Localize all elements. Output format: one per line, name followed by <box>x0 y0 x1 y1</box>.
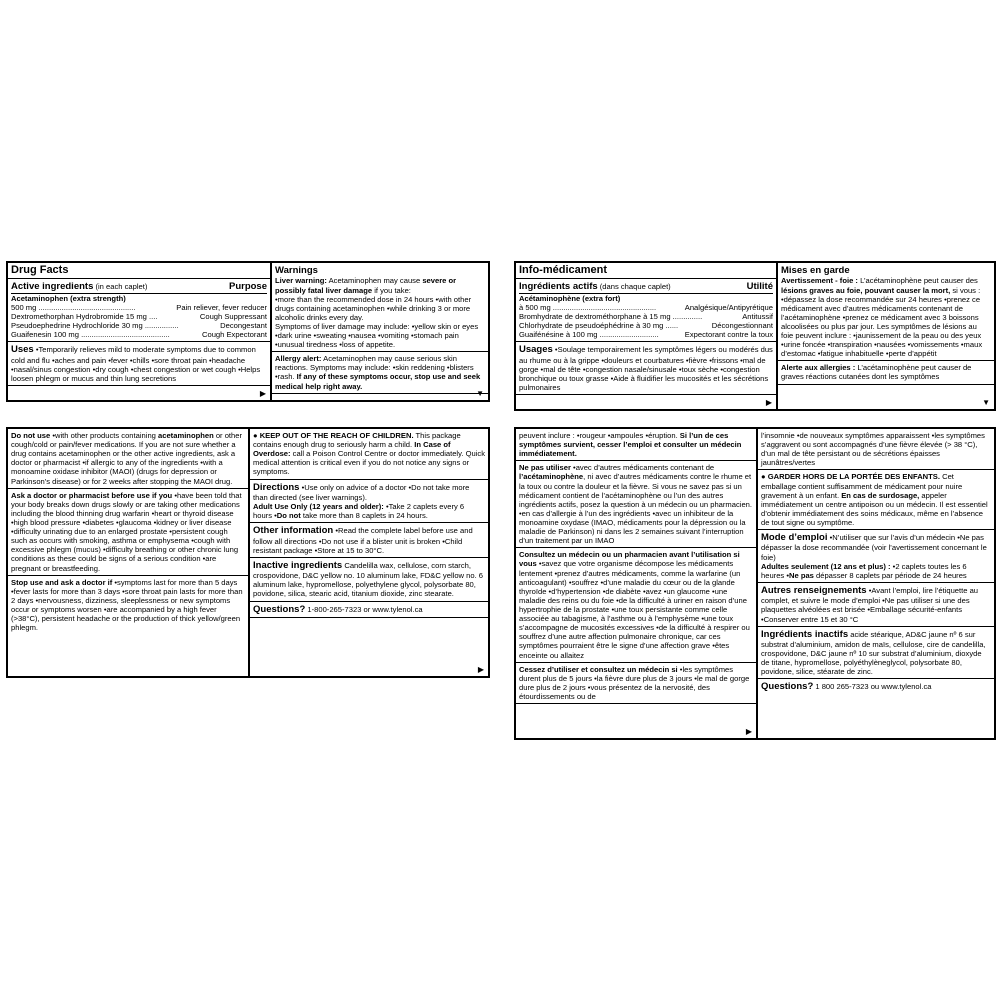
continue-arrow-icon: ▶ <box>259 389 266 398</box>
ingredients-actifs-section <box>516 279 776 342</box>
drug-facts-bottom-right-column <box>250 429 488 676</box>
cessez-text <box>519 665 753 701</box>
uses-heading: Uses <box>11 344 34 356</box>
questions-fr-text <box>761 681 991 692</box>
questions-text <box>253 604 485 615</box>
surdosage-body: appeler immédiatement un centre antipoison ou un médecin. Il est essentiel d’obtenir immédiatement des soins médicaux, même en l’absence de tout signe ou symptôme. <box>761 490 988 527</box>
directions-text <box>253 482 485 503</box>
allergy-alert-section <box>272 352 488 393</box>
uses-body: •Temporarily relieves mild to moderate symptoms due to common cold and flu •aches and pain •fever •chills •sore throat pain •headache •nasal/sinus congestion •dry cough •chest congestion or wet cough •Helps loosen phlegm or mucus and thin lung secretions <box>11 345 261 383</box>
continue-down-arrow-icon: ▼ <box>476 389 484 398</box>
ingredient-row <box>519 303 773 312</box>
inactive-ingredients-heading: Inactive ingredients <box>253 559 343 571</box>
drug-facts-title-section <box>8 263 270 279</box>
ingredient-name: Bromhydrate de dextrométhorphane à 15 mg .............. <box>519 311 703 321</box>
continue-arrow-icon: ▶ <box>745 727 752 736</box>
info-medicament-title-section <box>516 263 776 279</box>
do-not-use-body-2: or other cough/cold or pain/fever medications. If you are not sure whether a drug contains acetaminophen or the other active ingredients, ask a doctor or pharmacist •if allergic to any of the ingredients •with a monoamine oxidase inhibitor (MAOI) (drugs for depression or Parkinson's disease) or for 2 weeks after stopping the MAOI drug. <box>11 431 242 486</box>
info-medicament-top-panel-fr <box>514 261 996 411</box>
info-medicament-bottom-right-column <box>758 429 994 738</box>
avertissement-foie <box>781 276 991 358</box>
questions-fr-heading: Questions? <box>761 681 814 693</box>
do-not-use-section <box>8 429 248 489</box>
garder-hors-portee-text <box>761 472 991 527</box>
mode-emploi-text <box>761 532 991 562</box>
alerte-allergies-text: L’acétaminophène peut causer de graves réactions cutanées dont les symptômes <box>781 363 972 382</box>
directions-heading: Directions <box>253 481 300 493</box>
ingredient-purpose: Cough Suppressant <box>199 311 267 321</box>
warnings-heading: Warnings <box>275 265 318 276</box>
stop-use-section <box>8 576 248 635</box>
other-information-text <box>253 525 485 555</box>
ingredient-purpose: Analgésique/Antipyrétique <box>684 302 773 312</box>
keep-out-of-reach-body: This package contains enough drug to seriously harm a child. <box>253 431 461 450</box>
questions-contact: 1-800-265-7323 or www.tylenol.ca <box>305 604 423 614</box>
ne-pas-utiliser-body: •avec d’autres médicaments contenant de <box>570 463 715 473</box>
mode-emploi-heading: Mode d’emploi <box>761 532 828 544</box>
garder-hors-portee-heading: ● GARDER HORS DE LA PORTÉE DES ENFANTS. <box>761 472 940 482</box>
other-information-body: •Read the complete label before use and follow all directions •Do not use if a blister unit is broken •Child resistant package •Store at 15 to 30°C. <box>253 526 473 555</box>
ingredients-inactifs-section <box>758 627 994 680</box>
alerte-allergies-section <box>778 361 994 384</box>
active-ingredients-sublabel: (in each caplet) <box>93 282 148 292</box>
ingredient-name: Pseudoephedrine Hydrochloride 30 mg ................ <box>11 320 179 330</box>
ingredient-row <box>11 321 267 330</box>
mode-emploi-section <box>758 530 994 583</box>
drug-facts-left-column <box>8 263 272 400</box>
ne-pas-utiliser-heading: Ne pas utiliser <box>519 463 571 473</box>
allergy-alert-bold: If any of these symptoms occur, stop use and seek medical help right away. <box>275 372 481 391</box>
acetaminophen-heading: Acetaminophen (extra strength) <box>11 293 126 303</box>
avertissement-foie-bold: lésions graves au foie, pouvant causer la mort, <box>781 285 951 295</box>
cessez-heading: Cessez d’utiliser et consultez un médecin si <box>519 664 678 674</box>
info-medicament-right-column <box>778 263 994 409</box>
questions-fr-contact: 1 800 265-7323 ou www.tylenol.ca <box>813 682 932 692</box>
continue-arrow-icon: ▶ <box>765 398 772 407</box>
info-medicament-bottom-left-column <box>516 429 758 738</box>
ingredients-actifs-header-row <box>519 281 773 293</box>
consultez-body: •savez que votre organisme décompose les médicaments lentement •prenez d’autres médicaments, comme la warfarine (un anticoagulant) •souffrez •d’une maladie du cœur ou de la glande thyroïde •d’hypertension •de diabète •avez •un glaucome •une maladie des reins ou du foie •de la difficulté à uriner en raison d’une hypertrophie de la prostate •une toux persistante comme celle associée au tabagisme, à l’asthme ou à l’emphysème •une toux s’accompagne de mucosités excessives •de la difficulté à respirer ou souffrez d’une autre affection pulmonaire chronique, car ces symptômes pourraient être le signe d’une affection grave •êtes enceinte ou allaitez <box>519 559 750 660</box>
keep-out-of-reach-heading: ● KEEP OUT OF THE REACH OF CHILDREN. <box>253 431 414 440</box>
consultez-text <box>519 550 753 659</box>
stop-use-heading: Stop use and ask a doctor if <box>11 577 113 587</box>
ingredient-purpose: Décongestionnant <box>711 320 773 330</box>
drug-facts-bottom-panel-en <box>6 427 490 678</box>
questions-heading: Questions? <box>253 603 306 615</box>
autres-renseignements-heading: Autres renseignements <box>761 584 867 596</box>
active-ingredients-section <box>8 279 270 342</box>
purpose-label: Purpose <box>228 281 267 293</box>
drug-facts-top-panel-en <box>6 261 490 402</box>
questions-fr-section <box>758 679 994 694</box>
stop-use-text <box>11 578 245 633</box>
stop-use-body: •symptoms last for more than 5 days •fever lasts for more than 3 days •sore throat pain lasts for more than 2 days •nervousness, dizziness, sleeplessness or new symptoms occur or symptoms worsen •are accompanied by a high fever (>38°C), persistent headache or the production of thick yellow/green phlegm. <box>11 577 243 633</box>
utilite-label: Utilité <box>746 281 773 293</box>
continue-down-arrow-icon: ▼ <box>982 398 990 407</box>
alerte-allergies <box>781 363 991 381</box>
ingredient-row <box>519 321 773 330</box>
autres-renseignements-text <box>761 585 991 624</box>
drug-facts-title: Drug Facts <box>11 264 69 276</box>
directions-section <box>250 480 488 524</box>
ingredient-purpose: Expectorant contre la toux <box>684 330 773 340</box>
ingredient-name: à 500 mg ................................................. <box>519 302 657 312</box>
ask-doctor-body: •have been told that your body breaks down drugs slowly or are taking other medications including the blood thinning drug warfarin •heart or thyroid disease •high blood pressure •diabetes •glaucoma •kidney or liver disease •difficulty urinating due to an enlarged prostate •persistent cough such as occurs with smoking, asthma or emphysema •cough with excessive phlegm (mucus) •difficulty breathing or other chronic lung conditions as these could be signs of a serious condition •are pregnant or breastfeeding. <box>11 490 242 573</box>
adultes-body: •2 caplets toutes les 6 heures • <box>761 561 967 580</box>
do-not-use-text <box>11 431 245 486</box>
ask-doctor-section <box>8 489 248 576</box>
usages-heading: Usages <box>519 344 553 356</box>
directions-body: •Use only on advice of a doctor •Do not take more than directed (see liver warnings). <box>253 482 470 502</box>
adult-use-body: •Take 2 caplets every 6 hours • <box>253 502 465 521</box>
ingredient-purpose: Cough Expectorant <box>201 330 267 340</box>
ingredient-name: Chlorhydrate de pseudoéphédrine à 30 mg ...... <box>519 320 679 330</box>
ingredients-actifs-label: Ingrédients actifs <box>519 281 598 293</box>
liver-warning-heading: Liver warning: <box>275 276 327 286</box>
surdosage-heading: En cas de surdosage, <box>841 490 920 500</box>
acetaminophene-heading: Acétaminophène (extra fort) <box>519 293 621 303</box>
ingredients-inactifs-body: acide stéarique, AD&C jaune nº 6 sur substrat d’aluminium, amidon de maïs, cellulose, cire de candelilla, crospovidone, D&C jaune nº 10 sur substrat d’aluminium, dioxyde de titane, hypromellose, polyéthylèneglycol, polysorbate 80, povidone, silice, stéarate de zinc. <box>761 629 986 677</box>
adult-use-text <box>253 502 485 520</box>
allergy-continued-section <box>516 429 756 461</box>
alerte-allergies-heading: Alerte aux allergies : <box>781 363 856 373</box>
avertissement-foie-text-2: si vous : •dépassez la dose recommandée sur 24 heures •prenez ce médicament avec d’autres médicaments contenant de l’acétaminophène •prenez ce médicament avec 3 boissons alcoolisées ou plus par jour. Les symptômes de lésions au foie peuvent inclure : •jaunissement de la peau ou des yeux •urine foncée •transpiration •nausées •vomissements •maux d’estomac •fatigue inhabituelle •perte d’appétit <box>781 285 983 359</box>
inactive-ingredients-body: Candelilla wax, cellulose, corn starch, crospovidone, D&C yellow no. 10 aluminum lake, FD&C yellow no. 6 aluminum lake, hypromellose, polyethylene glycol, polysorbate 80, povidone, silica, stearic acid, titanium dioxide, zinc stearate. <box>253 560 484 599</box>
keep-out-of-reach-text <box>253 431 485 477</box>
drug-facts-right-column <box>272 263 488 400</box>
ingredient-row <box>519 330 773 339</box>
ingredient-row <box>519 312 773 321</box>
usages-body: •Soulage temporairement les symptômes légers ou modérés dus au rhume ou à la grippe •douleurs et courbatures •fièvre •frissons •mal de gorge •mal de tête •congestion nasale/sinusale •toux sèche •congestion bronchique ou toux grasse •Aide à fluidifier les mucosités et les sécrétions pulmonaires <box>519 345 773 392</box>
info-medicament-title: Info-médicament <box>519 264 608 276</box>
ingredients-actifs-heading <box>519 281 671 292</box>
allergy-alert-text: Acetaminophen may cause serious skin reactions. Symptoms may include: •skin reddening •blisters •rash. <box>275 354 474 382</box>
ingredient-purpose: Pain reliever, fever reducer <box>176 302 267 312</box>
uses-section <box>8 342 270 386</box>
ask-doctor-text <box>11 491 245 573</box>
consultez-section <box>516 548 756 662</box>
adultes-heading: Adultes seulement (12 ans et plus) : <box>761 561 891 571</box>
usages-text <box>519 344 773 392</box>
ne-pas-utiliser-section <box>516 461 756 548</box>
allergy-alert-heading: Allergy alert: <box>275 354 322 364</box>
continue-arrow-icon: ▶ <box>477 665 484 674</box>
adultes-text <box>761 562 991 580</box>
adultes-bold: Ne pas <box>789 570 814 580</box>
ingredient-name: Guaifenesin 100 mg .......................................... <box>11 330 170 340</box>
ask-doctor-heading: Ask a doctor or pharmacist before use if you <box>11 490 173 500</box>
inactive-ingredients-text <box>253 560 485 599</box>
do-not-use-bold: acetaminophen <box>158 431 214 440</box>
ingredient-row <box>11 312 267 321</box>
allergy-continued-body: peuvent inclure : •rougeur •ampoules •éruption. <box>519 431 680 440</box>
inactive-ingredients-section <box>250 558 488 602</box>
avertissement-foie-text: L’acétaminophène peut causer des <box>857 276 978 286</box>
liver-warning-text: Acetaminophen may cause <box>326 276 423 286</box>
do-not-use-body: •with other products containing <box>50 431 159 440</box>
uses-text <box>11 344 267 383</box>
consultez-heading: Consultez un médecin ou un pharmacien avant l’utilisation si vous <box>519 550 740 569</box>
ne-pas-utiliser-bold: l’acétaminophène <box>519 472 584 482</box>
overdose-heading: In Case of Overdose: <box>253 440 451 459</box>
info-medicament-left-column <box>516 263 778 409</box>
info-medicament-bottom-panel-fr <box>514 427 996 740</box>
cessez-continued-section <box>758 429 994 470</box>
liver-warning-list: •more than the recommended dose in 24 hours •with other drugs containing acetaminophen •while drinking 3 or more alcoholic drinks every day. <box>275 294 472 322</box>
cessez-continued-body: l’insomnie •de nouveaux symptômes apparaissent •les symptômes s’aggravent ou sont accompagnés d’une fièvre élevée (> 38 °C), d’un mal de tête persistant ou de sécrétions épaisses jaunâtres/vertes <box>761 431 985 468</box>
ingredient-purpose: Antitussif <box>742 311 773 321</box>
garder-hors-portee-body: Cet emballage contient suffisamment de médicament pour nuire gravement à un enfant. <box>761 472 963 500</box>
allergy-continued-bold: Si l’un de ces symptômes survient, cesser l’emploi et consulter un médecin immédiatement. <box>519 431 742 459</box>
garder-hors-portee-section <box>758 470 994 530</box>
ingredient-name: Guaifénésine à 100 mg ............................ <box>519 330 659 340</box>
mises-en-garde-heading: Mises en garde <box>781 265 850 276</box>
liver-warning-text-2: if you take: <box>372 285 411 295</box>
ne-pas-utiliser-text <box>519 463 753 545</box>
ingredient-name: 500 mg .............................................. <box>11 302 136 312</box>
liver-warning-bold: severe or possibly fatal liver damage <box>275 276 457 295</box>
adultes-body-2: dépasser 8 caplets par période de 24 heures <box>813 570 967 580</box>
mises-en-garde-section <box>778 263 994 361</box>
overdose-body: call a Poison Control Centre or doctor immediately. Quick medical attention is critical even if you do not notice any signs or symptoms. <box>253 449 485 477</box>
cessez-body: •les symptômes durent plus de 5 jours •la fièvre dure plus de 3 jours •le mal de gorge dure plus de 2 jours •vous présentez de la nervosité, des étourdissements ou de <box>519 664 750 701</box>
ingredient-name: Dextromethorphan Hydrobromide 15 mg .... <box>11 311 158 321</box>
ne-pas-utiliser-body-2: , ni avec d’autres médicaments contre le rhume et la toux ou contre la douleur et la fièvre. Si vous ne savez pas si un médicament contient de l’acétaminophène ou l’un des autres ingrédients actifs, posez la question à un médecin ou un pharmacien. •en cas d’allergie à l’un des ingrédients •avec un inhibiteur de la monoamine oxydase (IMAO, médicaments pour la dépression ou la maladie de Parkinson) ni dans les 2 semaines suivant l’interruption d’un traitement par un IMAO <box>519 472 753 546</box>
keep-out-of-reach-section <box>250 429 488 480</box>
active-ingredients-header-row <box>11 281 267 293</box>
liver-symptoms: Symptoms of liver damage may include: •yellow skin or eyes •dark urine •sweating •nausea •vomiting •stomach pain •unusual tiredness •loss of appetite. <box>275 321 479 350</box>
mode-emploi-body: •N’utiliser que sur l’avis d’un médecin •Ne pas dépasser la dose recommandée (voir l’avertissement concernant le foie) <box>761 533 987 562</box>
other-information-section <box>250 523 488 558</box>
ingredient-row <box>11 330 267 339</box>
warnings-section <box>272 263 488 352</box>
adult-use-heading: Adult Use Only (12 years and older): <box>253 502 384 512</box>
allergy-continued-text <box>519 431 753 458</box>
avertissement-foie-heading: Avertissement - foie : <box>781 276 858 286</box>
allergy-alert <box>275 354 485 390</box>
adult-use-body-2: take more than 8 caplets in 24 hours. <box>300 511 428 521</box>
ingredients-actifs-sublabel: (dans chaque caplet) <box>597 282 671 292</box>
liver-warning <box>275 276 485 294</box>
adult-use-bold: Do not <box>276 511 301 521</box>
cessez-section <box>516 663 756 704</box>
other-information-heading: Other information <box>253 525 334 537</box>
active-ingredients-heading <box>11 281 147 292</box>
ingredient-row <box>11 303 267 312</box>
autres-renseignements-section <box>758 583 994 627</box>
do-not-use-heading: Do not use <box>11 431 51 440</box>
ingredient-purpose: Decongestant <box>220 320 267 330</box>
ingredients-inactifs-heading: Ingrédients inactifs <box>761 628 849 640</box>
active-ingredients-label: Active ingredients <box>11 281 94 293</box>
drug-facts-bottom-left-column <box>8 429 250 676</box>
ingredients-inactifs-text <box>761 629 991 677</box>
usages-section <box>516 342 776 395</box>
questions-section <box>250 602 488 618</box>
autres-renseignements-body: •Avant l’emploi, lire l’étiquette au complet, et suivre le mode d’emploi •Ne pas utiliser si une des plaquettes alvéolées est brisée •Emballage sécurité-enfants •Conserver entre 15 et 30 °C <box>761 585 979 624</box>
